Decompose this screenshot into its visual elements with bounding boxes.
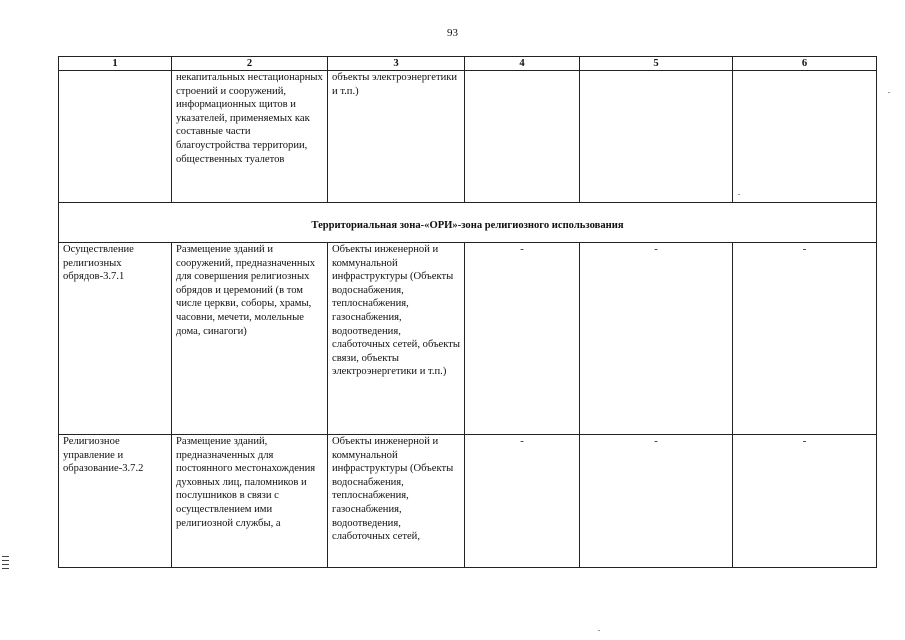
cell-col-4 [465, 71, 580, 203]
header-col-2: 2 [172, 57, 328, 71]
cell-col-6 [733, 71, 877, 203]
cell-col-5: - [580, 435, 733, 568]
cell-col-6: - [733, 243, 877, 435]
cell-auxiliary-objects: Объекты инженерной и коммунальной инфраструктуры (Объекты водоснабжения, теплоснабжения, газоснабжения, водоотведения, слаботочных сетей, объекты связи, объекты электроэнергетики и т.п.) [328, 243, 465, 435]
cell-description: Размещение зданий и сооружений, предназначенных для совершения религиозных обрядов и церемоний (в том числе церкви, соборы, храмы, часовни, мечети, молельные дома, синагоги) [172, 243, 328, 435]
header-row [59, 57, 877, 71]
page-number: 93 [447, 27, 458, 39]
header-col-6: 6 [733, 57, 877, 71]
cell-auxiliary-objects: объекты электроэнергетики и т.п.) [328, 71, 465, 203]
cell-use-type [59, 71, 172, 203]
cell-description: некапитальных нестационарных строений и сооружений, информационных щитов и указателей, применяемых как составные части благоустройства территории, общественных туалетов [172, 71, 328, 203]
cell-col-5 [580, 71, 733, 203]
cell-col-4: - [465, 243, 580, 435]
header-col-5: 5 [580, 57, 733, 71]
table-row [59, 435, 877, 568]
land-use-table [58, 56, 877, 568]
zone-title-row [59, 203, 877, 243]
zone-title: Территориальная зона-«ОРИ»-зона религиозного использования [59, 203, 877, 243]
cell-auxiliary-objects: Объекты инженерной и коммунальной инфраструктуры (Объекты водоснабжения, теплоснабжения, газоснабжения, водоотведения, слаботочных сетей, [328, 435, 465, 568]
header-col-3: 3 [328, 57, 465, 71]
cell-description: Размещение зданий, предназначенных для постоянного местонахождения духовных лиц, паломников и послушников в связи с осуществлением ими религиозной службы, а [172, 435, 328, 568]
cell-col-5: - [580, 243, 733, 435]
cell-use-type: Религиозное управление и образование-3.7.2 [59, 435, 172, 568]
table-row [59, 71, 877, 203]
header-col-4: 4 [465, 57, 580, 71]
table-row [59, 243, 877, 435]
cell-use-type: Осуществление религиозных обрядов-3.7.1 [59, 243, 172, 435]
scan-edge-mark [2, 556, 9, 576]
header-col-1: 1 [59, 57, 172, 71]
cell-col-6: - [733, 435, 877, 568]
cell-col-4: - [465, 435, 580, 568]
